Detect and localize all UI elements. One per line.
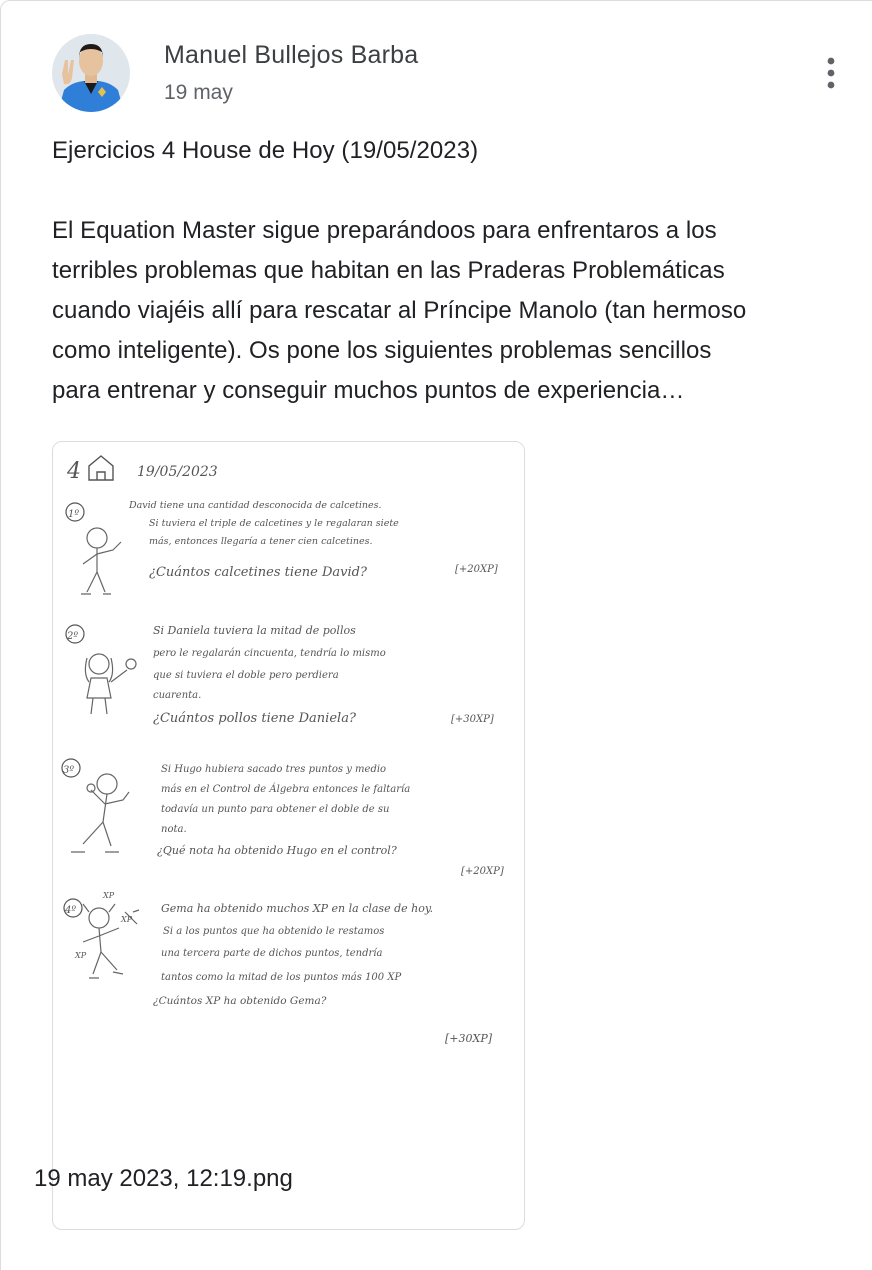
problem-line: David tiene una cantidad desconocida de calcetines.: [129, 500, 382, 511]
post-body-line: El Equation Master sigue preparándoos para enfrentaros a los: [52, 217, 717, 244]
problem-line: más, entonces llegaría a tener cien calcetines.: [149, 536, 373, 547]
problem-question: ¿Cuántos pollos tiene Daniela?: [153, 711, 356, 726]
problem-line: Si Hugo hubiera sacado tres puntos y medio: [161, 764, 387, 775]
post-date: 19 may: [164, 81, 233, 104]
avatar-image: [52, 34, 130, 112]
author-name[interactable]: Manuel Bullejos Barba: [164, 41, 419, 69]
problem-line: que si tuviera el doble pero perdiera: [153, 670, 339, 681]
xp-doodle: XP: [103, 891, 115, 900]
post-body-line: para entrenar y conseguir muchos puntos de experiencia…: [52, 377, 685, 404]
problem-xp: [+20XP]: [461, 866, 504, 877]
paragraph-gap: [52, 171, 862, 211]
problem-line: tantos como la mitad de los puntos más 100 XP: [161, 972, 402, 983]
header-house-number: 4: [67, 459, 81, 484]
attachment-thumbnail: [53, 442, 524, 1142]
post-text: [52, 131, 862, 411]
post-title: Ejercicios 4 House de Hoy (19/05/2023): [52, 137, 479, 164]
xp-doodle: XP: [75, 951, 87, 960]
problem-question: ¿Cuántos calcetines tiene David?: [149, 565, 367, 580]
author-avatar[interactable]: [52, 34, 130, 112]
problem-xp: [+30XP]: [445, 1032, 493, 1045]
problem-question: ¿Qué nota ha obtenido Hugo en el control?: [157, 844, 397, 857]
post-body-line: como inteligente). Os pone los siguientes problemas sencillos: [52, 337, 712, 364]
problem-number: 1º: [68, 509, 80, 520]
header-date: 19/05/2023: [137, 464, 218, 480]
problem-line: todavía un punto para obtener el doble de su: [161, 804, 390, 815]
problem-line: Si a los puntos que ha obtenido le restamos: [163, 926, 385, 937]
problem-line: pero le regalarán cincuenta, tendría lo mismo: [153, 648, 386, 659]
problem-line: Si Daniela tuviera la mitad de pollos: [153, 624, 356, 637]
attachment-card[interactable]: [52, 441, 525, 1230]
problem-line: Gema ha obtenido muchos XP en la clase de hoy.: [161, 902, 434, 915]
problem-number: 4º: [65, 905, 77, 916]
problem-line: más en el Control de Álgebra entonces le faltaría: [161, 784, 411, 795]
post-body-line: cuando viajéis allí para rescatar al Príncipe Manolo (tan hermoso: [52, 297, 747, 324]
problem-line: una tercera parte de dichos puntos, tendría: [161, 948, 383, 959]
post-body-line: terribles problemas que habitan en las Praderas Problemáticas: [52, 257, 725, 284]
problem-number: 3º: [63, 765, 75, 776]
problem-line: nota.: [161, 824, 187, 835]
problem-number: 2º: [67, 631, 79, 642]
more-vert-icon: [813, 53, 849, 95]
problem-question: ¿Cuántos XP ha obtenido Gema?: [153, 995, 327, 1007]
problem-xp: [+30XP]: [451, 714, 494, 725]
attachment-filename[interactable]: 19 may 2023, 12:19.png: [34, 1165, 293, 1192]
xp-doodle: XP: [121, 915, 133, 924]
problem-line: cuarenta.: [153, 690, 202, 701]
problem-xp: [+20XP]: [455, 564, 498, 575]
problem-line: Si tuviera el triple de calcetines y le regalaran siete: [149, 518, 399, 529]
more-options-button[interactable]: [813, 53, 849, 95]
